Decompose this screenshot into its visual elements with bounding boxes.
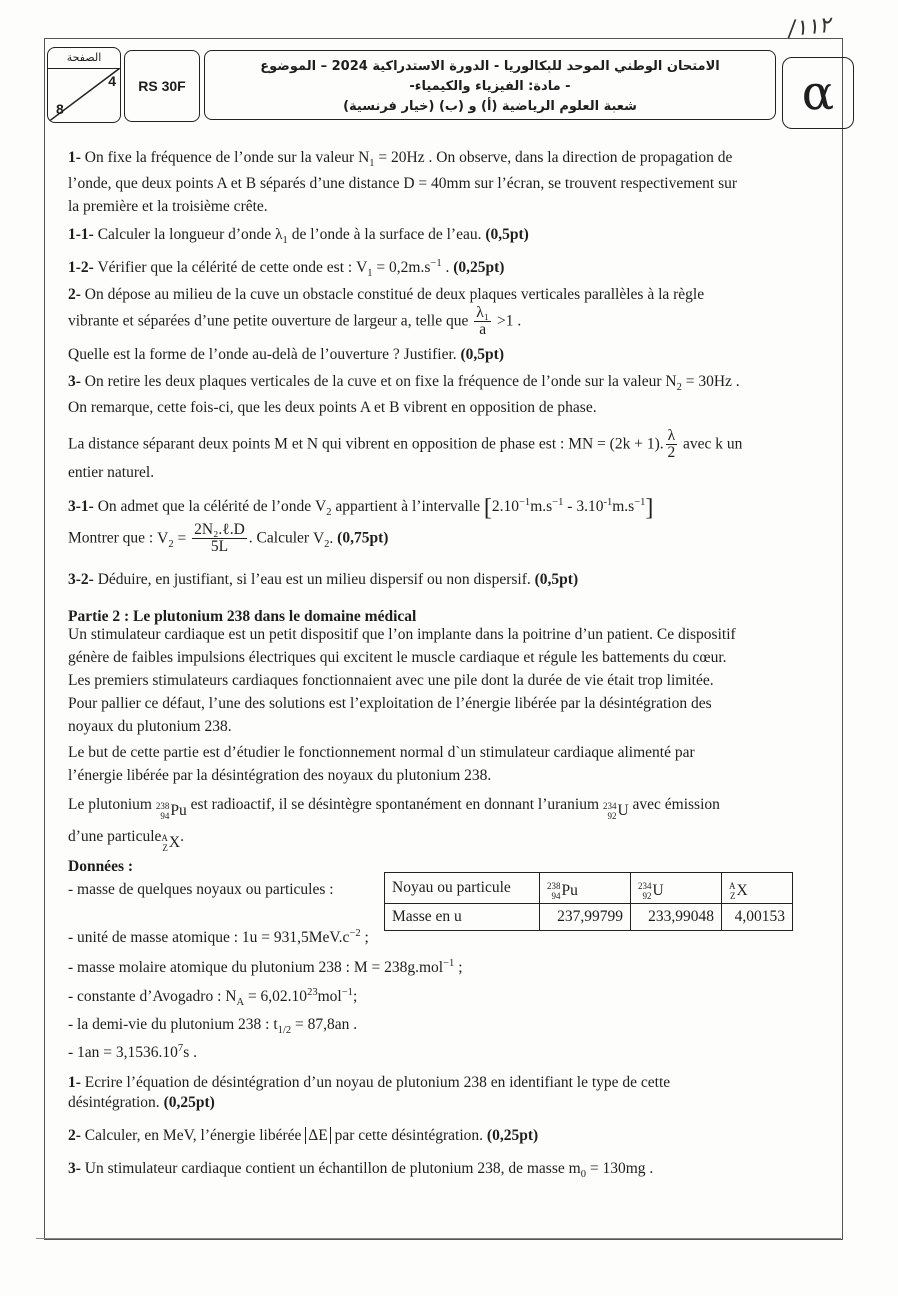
p2-q2-line bbox=[68, 1126, 538, 1146]
condition-rhs: >1 . bbox=[493, 312, 522, 330]
p2-q1-points: (0,25pt) bbox=[163, 1094, 215, 1111]
n1-formula: $N_1 = 20Hz$ bbox=[358, 149, 425, 170]
p3-line1 bbox=[68, 795, 720, 821]
mass-x: 4,00153 bbox=[722, 904, 793, 931]
donnees-masses: - masse de quelques noyaux ou particules : bbox=[68, 881, 334, 898]
page-current: 4 bbox=[108, 73, 116, 89]
q1-2-number: 1-2- bbox=[68, 259, 94, 276]
table-col-u: 234 92 U bbox=[631, 873, 722, 904]
title-line-2: - مادة: الفيزياء والكيمياء- bbox=[409, 79, 571, 94]
exam-title bbox=[204, 50, 776, 120]
p1-line1: Un stimulateur cardiaque est un petit dispositif que l’on implante dans la poitrine d’un patient. Ce dispositif bbox=[68, 626, 736, 643]
p1-line3: Les premiers stimulateurs cardiaques fonctionnaient avec une pile dont la durée de vie était trop limitée. bbox=[68, 672, 714, 689]
q1-number: 1- bbox=[68, 149, 81, 166]
v2-symbol: $V_2$ bbox=[315, 498, 332, 519]
p2-q3-line bbox=[68, 1159, 653, 1179]
avogadro-label: - constante d’Avogadro : bbox=[68, 988, 222, 1005]
q3-line2: On remarque, cette fois-ci, que les deux points A et B vibrent en opposition de phase. bbox=[68, 399, 597, 416]
q3-1-text-b: appartient à l’intervalle bbox=[335, 498, 480, 515]
donnees-year bbox=[68, 1043, 197, 1063]
q2-line1 bbox=[68, 285, 704, 305]
q1-1-text-b: de l’onde à la surface de l’eau. bbox=[291, 226, 482, 243]
p3-text-d: d’une particule bbox=[68, 828, 162, 845]
q2-line2 bbox=[68, 305, 521, 339]
p1-line4: Pour pallier ce défaut, l’une des solutions est l’exploitation de l’énergie libérée par la désintégration des bbox=[68, 695, 712, 712]
p2-q1-line1 bbox=[68, 1073, 670, 1093]
p2-q2-number: 2- bbox=[68, 1127, 81, 1144]
mass-u: 233,99048 bbox=[631, 904, 722, 931]
p2-q2-text-a: Calculer, en MeV, l’énergie libérée bbox=[84, 1127, 302, 1144]
q1-text-d: sur l’écran, se trouvent respectivement sur bbox=[474, 175, 738, 192]
q3-number: 3- bbox=[68, 373, 81, 390]
q3-1-show: Montrer que : bbox=[68, 529, 154, 547]
donnees-halflife bbox=[68, 1015, 357, 1035]
table-row bbox=[385, 873, 793, 904]
lambda1-symbol: $\lambda_1$ bbox=[275, 226, 288, 247]
title-line-3: شعبة العلوم الرياضية (أ) و (ب) (خيار فرنسية) bbox=[343, 99, 637, 114]
molar-label: - masse molaire atomique du plutonium 238 : bbox=[68, 959, 350, 976]
q3-line3 bbox=[68, 428, 742, 462]
page-label: الصفحة bbox=[48, 48, 120, 69]
v2-lhs: $V_2$ = bbox=[157, 529, 187, 550]
nuclide-u: 234 92 U bbox=[602, 801, 629, 821]
mass-pu: 237,99799 bbox=[540, 904, 631, 931]
q1-line3: la première et la troisième crête. bbox=[68, 198, 268, 215]
table-row-label: Masse en u bbox=[385, 904, 540, 931]
q2-text-b: vibrante et séparées d’une petite ouverture de largeur a, telle que bbox=[68, 312, 469, 330]
q1-1-number: 1-1- bbox=[68, 226, 94, 243]
q3-text-c: avec k un bbox=[683, 435, 743, 453]
halflife-label: - la demi-vie du plutonium 238 : bbox=[68, 1016, 270, 1033]
q3-1-text-a: On admet que la célérité de l’onde bbox=[97, 498, 312, 515]
p2-q1-number: 1- bbox=[68, 1074, 81, 1091]
p1-line5: noyaux du plutonium 238. bbox=[68, 718, 232, 735]
donnees-avogadro bbox=[68, 987, 357, 1007]
table-header-label: Noyau ou particule bbox=[385, 873, 540, 904]
q3-1-points: (0,75pt) bbox=[337, 529, 389, 547]
v2-symbol-2: $V_2$. bbox=[312, 529, 334, 550]
delta-e: ΔE bbox=[305, 1127, 330, 1144]
v2-fraction: $\frac{\text{2N₂.ℓ.D}}{5L}$ bbox=[194, 521, 245, 556]
p1-line2: génère de faibles impulsions électriques qui excitent le muscle cardiaque et régule les battements du cœur. bbox=[68, 649, 727, 666]
q3-line1 bbox=[68, 372, 740, 392]
v1-formula: $V_1 = 0,2m.s^{-1}$ bbox=[356, 257, 442, 280]
q3-line4: entier naturel. bbox=[68, 464, 155, 481]
mn-formula: MN = (2k + 1). bbox=[568, 435, 664, 453]
q3-1-number: 3-1- bbox=[68, 498, 94, 515]
table-row bbox=[385, 904, 793, 931]
p3-line2: d’une particule A Z X . bbox=[68, 828, 184, 853]
p2-line1: Le but de cette partie est d’étudier le fonctionnement normal d`un stimulateur cardiaque alimenté par bbox=[68, 744, 695, 761]
year-dash: - bbox=[68, 1044, 74, 1061]
page-number-box bbox=[47, 47, 121, 123]
p2-q1-text: Ecrire l’équation de désintégration d’un noyau de plutonium 238 en identifiant le type de cette bbox=[84, 1074, 671, 1091]
q3-1-calc: . Calculer bbox=[248, 529, 310, 547]
table-col-pu: 238 94 Pu bbox=[540, 873, 631, 904]
diffraction-condition: $\frac{\text{λ₁}}{a}$ bbox=[476, 304, 490, 339]
q1-text-b: . On observe, dans la direction de propagation de bbox=[428, 149, 733, 166]
page-total: 8 bbox=[56, 100, 64, 117]
q1-text-a: On fixe la fréquence de l’onde sur la valeur bbox=[84, 149, 355, 166]
q3-1-line1 bbox=[68, 493, 653, 524]
q1-2-line: 1-2- Vérifier que la célérité de cette onde est : $V_1 = 0,2m.s^{-1}$ . (0,25pt) bbox=[68, 257, 505, 280]
n2-formula: $N_2 = 30Hz$ . bbox=[665, 373, 740, 394]
q3-2-text: Déduire, en justifiant, si l’eau est un milieu dispersif ou non dispersif. bbox=[97, 571, 531, 588]
donnees-amu bbox=[68, 928, 369, 948]
title-line-1: الامتحان الوطني الموحد للبكالوريا - الدورة الاستدراكية 2024 – الموضوع bbox=[260, 59, 720, 74]
p3-text-b: est radioactif, il se désintègre spontanément en donnant l’uranium bbox=[190, 796, 600, 813]
q1-1-text-a: Calculer la longueur d’onde bbox=[97, 226, 272, 243]
distance-d: D = 40mm bbox=[403, 175, 471, 192]
p2-q2-points: (0,25pt) bbox=[486, 1127, 539, 1144]
p2-q3-number: 3- bbox=[68, 1160, 81, 1177]
q1-text-c: l’onde, que deux points A et B séparés d’une distance bbox=[68, 175, 400, 192]
year-value: $1an = 3,1536.10^7s$ . bbox=[77, 1042, 197, 1061]
velocity-interval: $[2.10^{-1}m.s^{-1} - 3.10^{-1}m.s^{-1}]$ bbox=[483, 495, 654, 521]
p2-line2: l’énergie libérée par la désintégration des noyaux du plutonium 238. bbox=[68, 767, 492, 784]
mass-table bbox=[384, 872, 793, 931]
p2-q3-text: Un stimulateur cardiaque contient un échantillon de plutonium 238, de masse bbox=[84, 1160, 565, 1177]
q2-number: 2- bbox=[68, 286, 81, 303]
q2-points: (0,5pt) bbox=[460, 346, 504, 363]
q3-text-b: La distance séparant deux points M et N qui vibrent en opposition de phase est : bbox=[68, 435, 565, 453]
molar-value: M = 238g.mol$^{-1}$ ; bbox=[353, 957, 463, 976]
p3-text-c: avec émission bbox=[632, 796, 720, 813]
bottom-rule bbox=[36, 1238, 841, 1239]
donnees-molar bbox=[68, 958, 463, 978]
amu-value: $1u = 931,5MeV.c^{-2}$ ; bbox=[241, 927, 369, 946]
part2-title: Partie 2 : Le plutonium 238 dans le domaine médical bbox=[68, 608, 417, 625]
halflife-value: $t_{1/2} = 87,8an$ . bbox=[273, 1016, 358, 1037]
donnees-title: Données : bbox=[68, 858, 134, 875]
p2-q2-text-b: par cette désintégration. bbox=[334, 1127, 484, 1144]
q2-line3 bbox=[68, 345, 504, 365]
q3-2-number: 3-2- bbox=[68, 571, 94, 588]
q1-1-line bbox=[68, 225, 529, 245]
avogadro-value: $N_A = 6,02.10^{23}mol^{-1}$; bbox=[225, 986, 358, 1009]
q3-1-line2 bbox=[68, 522, 388, 556]
q1-2-text: Vérifier que la célérité de cette onde est : bbox=[97, 259, 353, 276]
q3-2-line bbox=[68, 570, 578, 590]
q2-text-a: On dépose au milieu de la cuve un obstacle constitué de deux plaques verticales parallèles à la règle bbox=[84, 286, 705, 303]
table-col-x: A Z X bbox=[722, 873, 793, 904]
handwritten-note: /۱۱۲ bbox=[786, 12, 832, 43]
q3-2-points: (0,5pt) bbox=[534, 571, 579, 588]
p2-q1-line2 bbox=[68, 1093, 215, 1113]
lambda-half: $\frac{\lambda}{2}$ bbox=[667, 427, 676, 462]
q1-line1 bbox=[68, 148, 732, 168]
q3-text-a: On retire les deux plaques verticales de la cuve et on fixe la fréquence de l’onde sur la valeur bbox=[84, 373, 662, 390]
nuclide-x: A Z X bbox=[161, 833, 181, 853]
nuclide-pu: 238 94 Pu bbox=[155, 801, 187, 821]
amu-label: - unité de masse atomique : bbox=[68, 929, 239, 946]
alpha-logo: α bbox=[782, 57, 854, 129]
q1-1-points: (0,5pt) bbox=[485, 226, 529, 243]
exam-code: RS 30F bbox=[124, 50, 200, 122]
p2-q1-text-b: désintégration. bbox=[68, 1094, 160, 1111]
q2-text-c: Quelle est la forme de l’onde au-delà de l’ouverture ? Justifier. bbox=[68, 346, 457, 363]
p3-text-a: Le plutonium bbox=[68, 796, 152, 813]
q1-line2 bbox=[68, 174, 737, 194]
m0-formula: $m_0 = 130mg$ . bbox=[568, 1160, 654, 1181]
q1-2-points: (0,25pt) bbox=[453, 259, 505, 276]
